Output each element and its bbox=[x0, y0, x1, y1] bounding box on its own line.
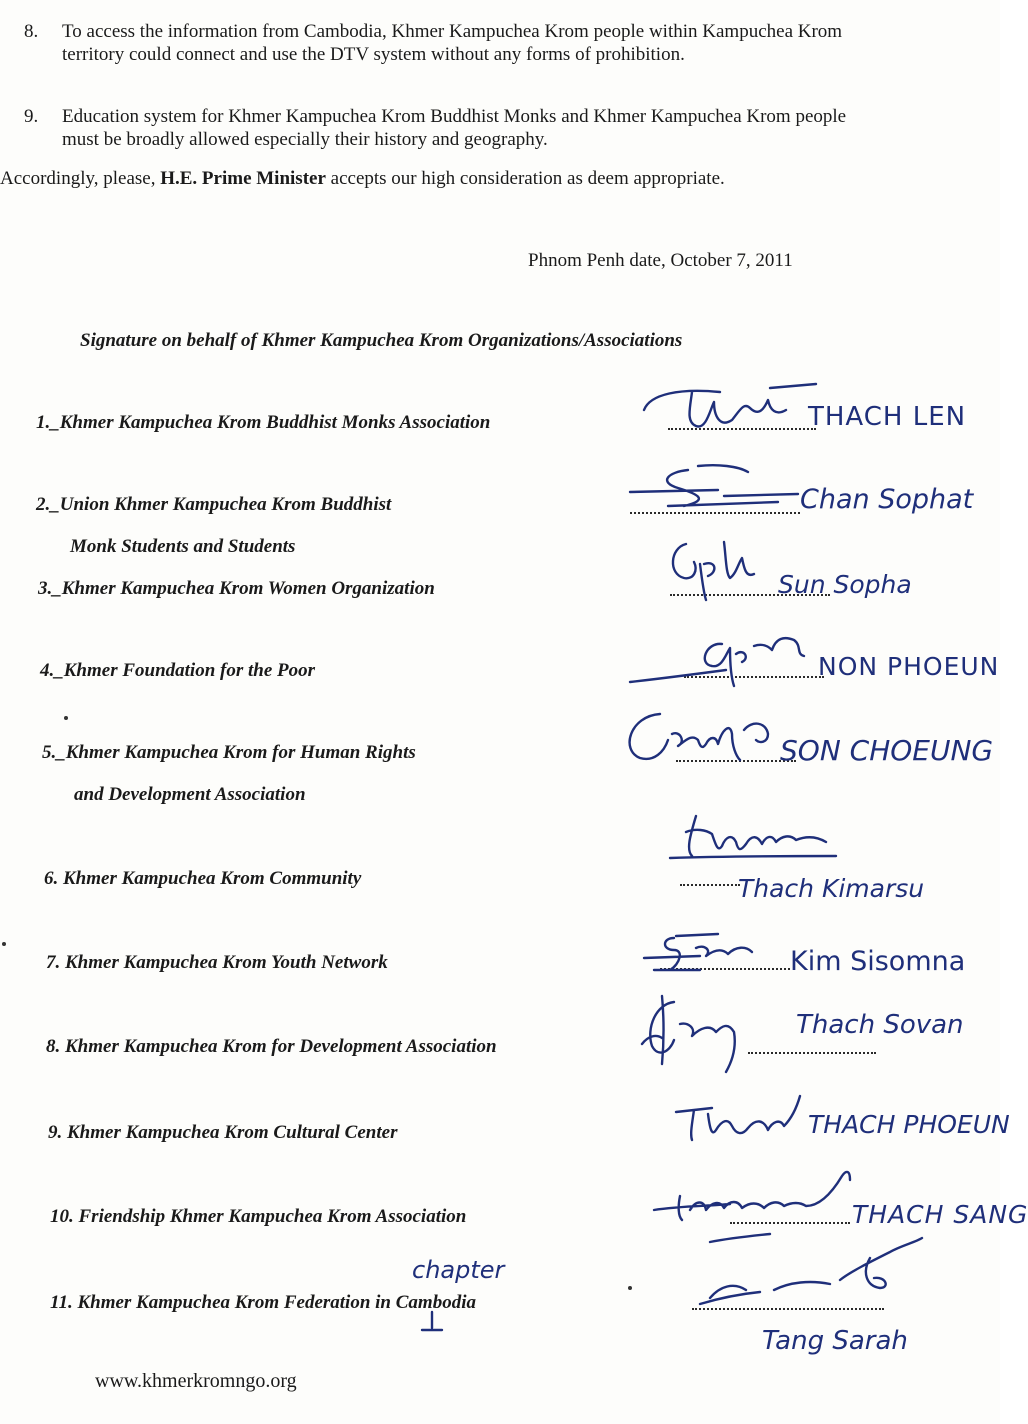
org-6: 6. Khmer Kampuchea Krom Community bbox=[44, 868, 362, 889]
signer-name: Tang Sarah bbox=[762, 1326, 908, 1356]
signer-name: THACH LEN bbox=[808, 402, 967, 432]
org-4: 4._Khmer Foundation for the Poor bbox=[40, 660, 316, 681]
signer-name: THACH PHOEUN bbox=[808, 1110, 1010, 1139]
list-number: 8. bbox=[24, 21, 39, 42]
dateline: Phnom Penh date, October 7, 2011 bbox=[528, 250, 793, 271]
list-text: To access the information from Cambodia, Khmer Kampuchea Krom people within Kampuchea Krom territory could connect and use the DTV system without any forms of prohibition. bbox=[62, 21, 843, 65]
org-8: 8. Khmer Kampuchea Krom for Development Association bbox=[46, 1036, 497, 1057]
org-5: 5._Khmer Kampuchea Krom for Human Rights bbox=[42, 742, 416, 763]
signature-mark bbox=[672, 1090, 812, 1150]
list-text: Education system for Khmer Kampuchea Krom Buddhist Monks and Khmer Kampuchea Krom people must be broadly allowed especially their history and geography. bbox=[62, 106, 847, 150]
closing-before: Accordingly, please, bbox=[0, 168, 161, 189]
signature-mark bbox=[626, 624, 826, 690]
org-2: 2._Union Khmer Kampuchea Krom Buddhist bbox=[36, 494, 392, 515]
signature-mark bbox=[640, 988, 770, 1078]
org-1: 1._Khmer Kampuchea Krom Buddhist Monks Association bbox=[36, 412, 491, 433]
org-5-line2: and Development Association bbox=[74, 784, 306, 805]
signature-mark bbox=[640, 380, 820, 440]
list-item-8 bbox=[24, 20, 862, 66]
signer-name: SON CHOEUNG bbox=[780, 734, 994, 767]
signature-mark bbox=[664, 534, 774, 604]
signature-heading: Signature on behalf of Khmer Kampuchea Krom Organizations/Associations bbox=[80, 330, 683, 351]
org-11: 11. Khmer Kampuchea Krom Federation in Cambodia bbox=[50, 1292, 476, 1313]
website-url: www.khmerkromngo.org bbox=[95, 1370, 297, 1392]
signer-name: Sun Sopha bbox=[778, 570, 912, 599]
signature-mark bbox=[628, 462, 808, 518]
insertion-caret bbox=[420, 1310, 444, 1334]
margin-speck bbox=[628, 1286, 632, 1290]
org-3: 3._Khmer Kampuchea Krom Women Organization bbox=[38, 578, 435, 599]
closing-bold: H.E. Prime Minister bbox=[160, 168, 326, 189]
list-item-9 bbox=[24, 105, 862, 151]
signer-name: Thach Sovan bbox=[796, 1010, 964, 1040]
closing-after: accepts our high consideration as deem appropriate. bbox=[325, 168, 725, 189]
signer-name: Kim Sisomna bbox=[790, 946, 966, 977]
signature-line bbox=[680, 884, 740, 886]
margin-speck bbox=[64, 716, 68, 720]
org-9: 9. Khmer Kampuchea Krom Cultural Center bbox=[48, 1122, 398, 1143]
signature-mark bbox=[640, 924, 780, 984]
list-number: 9. bbox=[24, 106, 39, 127]
closing-sentence bbox=[0, 168, 725, 190]
signer-name: THACH SANG bbox=[852, 1200, 1028, 1229]
signer-name: NON PHOEUN bbox=[818, 652, 1000, 681]
signature-mark bbox=[690, 1232, 930, 1316]
margin-speck bbox=[2, 942, 6, 946]
signer-name: Thach Kimarsu bbox=[738, 874, 925, 903]
org-2-line2: Monk Students and Students bbox=[70, 536, 296, 557]
handwritten-insertion: chapter bbox=[412, 1256, 505, 1284]
signer-name: Chan Sophat bbox=[800, 484, 974, 515]
signature-mark bbox=[620, 700, 790, 780]
org-10: 10. Friendship Khmer Kampuchea Krom Association bbox=[50, 1206, 467, 1227]
org-7: 7. Khmer Kampuchea Krom Youth Network bbox=[46, 952, 388, 973]
signature-mark bbox=[666, 806, 846, 866]
